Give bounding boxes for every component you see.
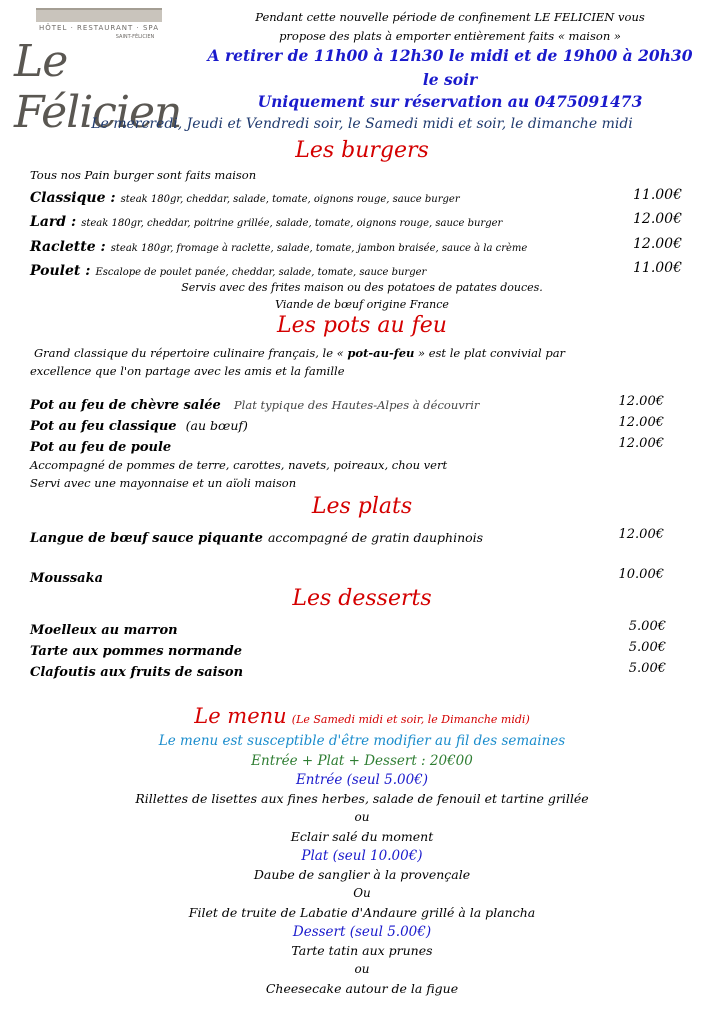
menu-plat-1: Daube de sanglier à la provençale xyxy=(253,867,471,882)
reservation-phone: Uniquement sur réservation au 0475091473 xyxy=(257,92,643,111)
menu-entree-1: Rillettes de lisettes aux fines herbes, salade de fenouil et tartine grillée xyxy=(135,791,589,806)
burger-item xyxy=(30,187,690,207)
menu-notice: Le menu est susceptible d'être modifier au fil des semaines xyxy=(158,733,566,749)
menu-heading xyxy=(0,704,724,728)
burger-description: Escalope de poulet panée, cheddar, salade, tomate, sauce burger xyxy=(95,267,427,278)
burger-price: 12.00€ xyxy=(633,211,682,227)
burgers-title: Les burgers xyxy=(295,138,429,163)
pots-note-garnish: Accompagné de pommes de terre, carottes, navets, poireaux, chou vert xyxy=(30,458,448,472)
pot-name: Pot au feu de poule xyxy=(30,440,172,455)
pot-item xyxy=(30,415,690,435)
pots-note-sauces: Servi avec une mayonnaise et un aïoli maison xyxy=(30,476,297,490)
burger-description: steak 180gr, cheddar, poitrine grillée, salade, tomate, oignons rouge, sauce burger xyxy=(81,218,503,229)
dessert-price: 5.00€ xyxy=(628,640,666,655)
pots-title: Les pots au feu xyxy=(277,313,447,338)
dessert-name: Tarte aux pommes normande xyxy=(30,644,243,659)
burger-price: 11.00€ xyxy=(633,260,682,276)
menu-subtitle: (Le Samedi midi et soir, le Dimanche midi) xyxy=(291,713,530,726)
restaurant-logo xyxy=(14,8,184,138)
menu-or-2: Ou xyxy=(353,886,371,900)
menu-plat-title: Plat (seul 10.00€) xyxy=(301,848,423,864)
dessert-item xyxy=(30,640,690,660)
menu-dessert-1: Tarte tatin aux prunes xyxy=(291,943,433,958)
menu-or-3: ou xyxy=(354,962,370,976)
pots-intro-line-2: excellence que l'on partage avec les amis et la famille xyxy=(30,364,345,378)
pot-item xyxy=(30,436,690,456)
burger-name: Raclette : xyxy=(30,239,106,255)
pickup-hours: A retirer de 11h00 à 12h30 le midi et de 19h00 à 20h30 xyxy=(207,46,693,65)
burger-item xyxy=(30,211,690,231)
logo-wordmark: Le Félicien xyxy=(14,36,182,138)
desserts-title: Les desserts xyxy=(292,586,432,611)
plat-item xyxy=(30,527,690,547)
burger-description: steak 180gr, fromage à raclette, salade, tomate, jambon braisée, sauce à la crème xyxy=(110,243,528,254)
plats-title: Les plats xyxy=(311,494,413,519)
burgers-note-sides: Servis avec des frites maison ou des potatoes de patates douces. xyxy=(181,281,543,294)
burger-item xyxy=(30,260,690,280)
service-days: Le mercredi, Jeudi et Vendredi soir, le Samedi midi et soir, le dimanche midi xyxy=(91,116,633,132)
logo-subtitle: HÔTEL · RESTAURANT · SPA xyxy=(39,24,159,32)
logo-location: SAINT-FÉLICIEN xyxy=(115,34,155,40)
pots-intro-line-1 xyxy=(34,346,694,360)
pickup-hours-evening: le soir xyxy=(422,70,478,89)
burger-name: Poulet : xyxy=(30,263,91,279)
pots-intro-highlight: pot-au-feu xyxy=(347,346,415,360)
menu-entree-title: Entrée (seul 5.00€) xyxy=(295,772,429,788)
plat-name: Moussaka xyxy=(30,571,104,586)
pots-intro-start: Grand classique du répertoire culinaire français, le « xyxy=(34,346,344,360)
menu-title: Le menu xyxy=(194,704,287,728)
pot-description: (au bœuf) xyxy=(185,418,248,433)
dessert-name: Clafoutis aux fruits de saison xyxy=(30,665,244,680)
menu-or-1: ou xyxy=(354,810,370,824)
burger-description: steak 180gr, cheddar, salade, tomate, oignons rouge, sauce burger xyxy=(120,194,460,205)
logo-roof-graphic xyxy=(36,8,162,22)
burger-name: Classique : xyxy=(30,190,116,206)
plat-name: Langue de bœuf sauce piquante xyxy=(30,531,263,546)
dessert-price: 5.00€ xyxy=(628,661,666,676)
burgers-note-origin: Viande de bœuf origine France xyxy=(275,298,449,311)
pots-intro-end: » est le plat convivial par xyxy=(418,346,566,360)
pot-description: Plat typique des Hautes-Alpes à découvrir xyxy=(233,398,480,412)
menu-plat-2: Filet de truite de Labatie d'Andaure grillé à la plancha xyxy=(188,905,536,920)
menu-dessert-title: Dessert (seul 5.00€) xyxy=(292,924,432,940)
dessert-item xyxy=(30,619,690,639)
dessert-price: 5.00€ xyxy=(628,619,666,634)
dessert-name: Moelleux au marron xyxy=(30,623,178,638)
burgers-intro: Tous nos Pain burger sont faits maison xyxy=(30,168,257,182)
dessert-item xyxy=(30,661,690,681)
pot-item xyxy=(30,394,690,414)
header-line-2: propose des plats à emporter entièrement faits « maison » xyxy=(279,29,621,43)
pot-price: 12.00€ xyxy=(618,436,664,451)
burger-price: 12.00€ xyxy=(633,236,682,252)
menu-entree-2: Eclair salé du moment xyxy=(290,829,434,844)
pot-name: Pot au feu de chèvre salée xyxy=(30,398,221,413)
pot-name: Pot au feu classique xyxy=(30,419,177,434)
plat-price: 10.00€ xyxy=(618,567,664,582)
plat-description: accompagné de gratin dauphinois xyxy=(267,530,484,545)
menu-formula: Entrée + Plat + Dessert : 20€00 xyxy=(251,753,473,769)
plat-item xyxy=(30,567,690,587)
burger-item xyxy=(30,236,690,256)
burger-name: Lard : xyxy=(30,214,77,230)
menu-dessert-2: Cheesecake autour de la figue xyxy=(265,981,459,996)
burger-price: 11.00€ xyxy=(633,187,682,203)
pot-price: 12.00€ xyxy=(618,415,664,430)
plat-price: 12.00€ xyxy=(618,527,664,542)
header-line-1: Pendant cette nouvelle période de confinement LE FELICIEN vous xyxy=(255,10,645,24)
pot-price: 12.00€ xyxy=(618,394,664,409)
